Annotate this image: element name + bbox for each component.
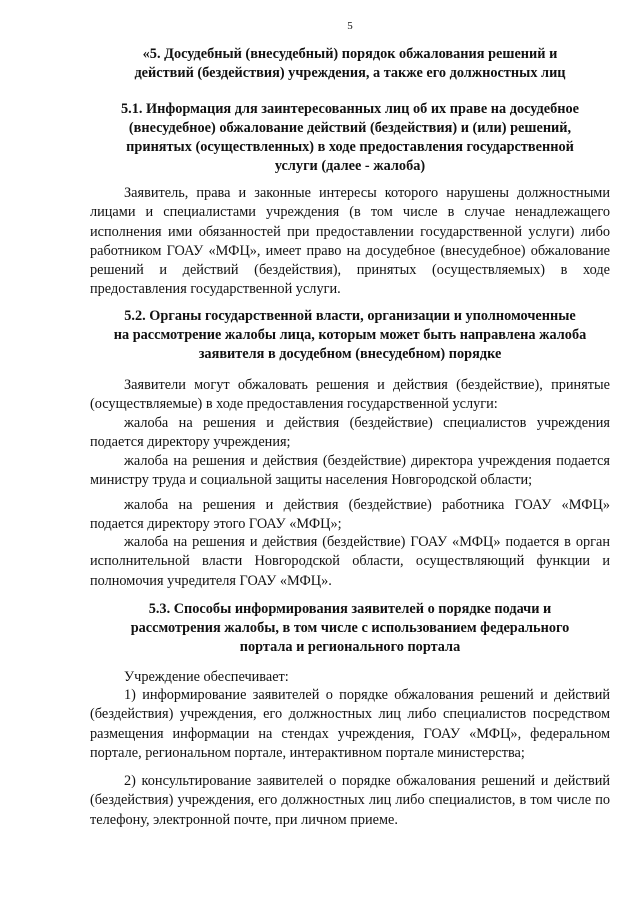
section-5-1-paragraph: Заявитель, права и законные интересы которого нарушены должностными лицами и специалистами учреждения (в том числе в случае ненадлежащего исполнения ими обязанностей при предоставлении государственной услуги) либо работником ГОАУ «МФЦ», имеет право на досудебное (внесудебное) обжалование решений и действий (бездействия), принятых (осуществляемых) в ходе предоставления государственной услуги.: [90, 185, 610, 298]
section-5-2-paragraph: жалоба на решения и действия (бездействие) директора учреждения подается министру труда и социальной защиты населения Новгородской области;: [90, 453, 610, 489]
section-5-3-heading: 5.3. Способы информирования заявителей о порядке подачи и рассмотрения жалобы, в том числе с использованием федерального портала и регионального портала: [130, 601, 570, 655]
section-5-1-heading: 5.1. Информация для заинтересованных лиц об их праве на досудебное (внесудебное) обжалование действий (бездействия) и (или) решений, принятых (осуществленных) в ходе предоставления государственной услуги (далее - жалоба): [121, 101, 579, 174]
section-5-2-paragraph: жалоба на решения и действия (бездействие) работника ГОАУ «МФЦ» подается директору этого ГОАУ «МФЦ»;: [90, 497, 610, 533]
page-number: 5: [347, 20, 353, 32]
section-5-2-paragraph: жалоба на решения и действия (бездействие) ГОАУ «МФЦ» подается в орган исполнительной власти Новгородской области, осуществляющий функции и полномочия учредителя ГОАУ «МФЦ».: [90, 534, 610, 589]
section-5-3-paragraph: Учреждение обеспечивает:: [124, 669, 289, 685]
section-5-2-heading: 5.2. Органы государственной власти, организации и уполномоченные на рассмотрение жалобы лица, которым может быть направлена жалоба заявителя в досудебном (внесудебном) порядке: [113, 308, 587, 362]
section-5-2-paragraph: Заявители могут обжаловать решения и действия (бездействие), принятые (осуществляемые) в ходе предоставления государственной услуги:: [90, 377, 610, 413]
section-5-heading: «5. Досудебный (внесудебный) порядок обжалования решений и действий (бездействия) учреждения, а также его должностных лиц: [134, 46, 566, 81]
section-5-3-paragraph: 2) консультирование заявителей о порядке обжалования решений и действий (бездействия) учреждения, его должностных лиц либо специалистов, в том числе по телефону, электронной почте, при личном приеме.: [90, 773, 610, 828]
section-5-3-paragraph: 1) информирование заявителей о порядке обжалования решений и действий (бездействия) учреждения, его должностных лиц либо специалистов посредством размещения информации на стендах учреждения, ГОАУ «МФЦ», федеральном портале, региональном портале, интерактивном портале министерства;: [90, 687, 610, 761]
section-5-2-paragraph: жалоба на решения и действия (бездействие) специалистов учреждения подается директору учреждения;: [90, 415, 610, 451]
